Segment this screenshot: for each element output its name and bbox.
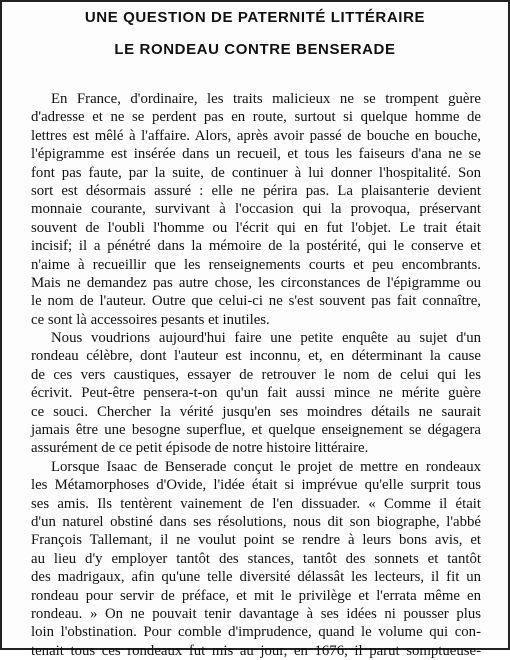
text-line: l'épigramme est insérée dans un recueil, et tous les faiseurs d'ana ne se [31, 146, 481, 163]
text-line: ce souci. Chercher la vérité jusqu'en ses moindres détails ne saurait [31, 403, 481, 420]
text-line: François Tallemant, il ne voulut point se rendre à leurs bons avis, et [31, 532, 481, 549]
text-line: loin l'obstination. Pour comble d'imprudence, quand le volume qui con- [31, 624, 481, 641]
text-line: les Métamorphoses d'Ovide, l'idée était si imprévue qu'elle surprit tous [31, 477, 481, 494]
text-line: assurément de ce petit épisode de notre histoire littéraire. [31, 440, 369, 457]
text-line: d'un naturel obstiné dans ses résolutions, nous dit son biographe, l'abbé [31, 513, 481, 530]
text-line: écrivit. Peut-être pensera-t-on qu'un fait aussi mince ne mérite guère [31, 385, 481, 402]
text-line: rondeau. » On ne pouvait tenir davantage à ses idées ni pousser plus [31, 605, 481, 622]
text-line: au lieu d'y employer tantôt des stances, tantôt des sonnets et tantôt [31, 550, 481, 567]
text-line: ce sont là accessoires pesants et inutiles. [31, 311, 270, 328]
text-line: rondeau pour servir de préface, et mit le privilège et l'errata même en [31, 587, 481, 604]
text-line: lettres est mêlé à l'affaire. Alors, après avoir passé de bouche en bouche, [31, 127, 481, 144]
article-title: LE RONDEAU CONTRE BENSERADE [114, 41, 396, 58]
text-line: monnaie courante, survivant à l'occasion qui la provoqua, préservant [31, 201, 481, 218]
text-line: souvent de l'oubli l'homme ou l'écrit qui en fut l'objet. Le trait était [31, 219, 481, 236]
text-line: Lorsque Isaac de Benserade conçut le projet de mettre en rondeaux [51, 458, 481, 475]
text-line: sort est désormais assuré : elle ne périra pas. La plaisanterie devient [31, 182, 481, 199]
text-line: rondeau célèbre, dont l'auteur est inconnu, et, en déterminant la cause [31, 348, 481, 365]
text-line: ses amis. Ils tentèrent vainement de l'en dissuader. « Comme il était [31, 495, 481, 512]
text-line: incisif; il a pénétré dans la mémoire de la postérité, qui le conserve et [31, 238, 481, 255]
text-line: n'aime à recueillir que les renseignements courts et peu encombrants. [31, 256, 481, 273]
article-supertitle: UNE QUESTION DE PATERNITÉ LITTÉRAIRE [84, 9, 426, 26]
text-line: le nom de l'auteur. Outre que celui-ci ne s'est souvent pas fait connaître, [31, 293, 481, 310]
text-line: Mais ne demandez pas autre chose, les circonstances de l'épigramme ou [31, 274, 481, 291]
text-line: Nous voudrions aujourd'hui faire une petite enquête au sujet d'un [51, 330, 481, 347]
text-line: d'adresse et ne se perdent pas en route, surtout si quelque homme de [31, 109, 481, 126]
text-line: font pas faute, par la suite, de continuer à lui donner l'hospitalité. Son [31, 164, 481, 181]
text-line: tenait tous ces rondeaux fut mis au jour, en 1676, il parut somptueuse- [31, 642, 481, 659]
article-body [31, 90, 481, 660]
text-line: jamais être une besogne superflue, et quelque enseignement se dégagera [31, 422, 481, 439]
text-line: des madrigaux, afin qu'une telle diversité délassât les lecteurs, il fit un [31, 569, 481, 586]
text-line: En France, d'ordinaire, les traits malicieux ne se trompent guère [51, 91, 481, 107]
text-line: de ces vers caustiques, essayer de retrouver le nom de celui qui les [31, 366, 481, 383]
